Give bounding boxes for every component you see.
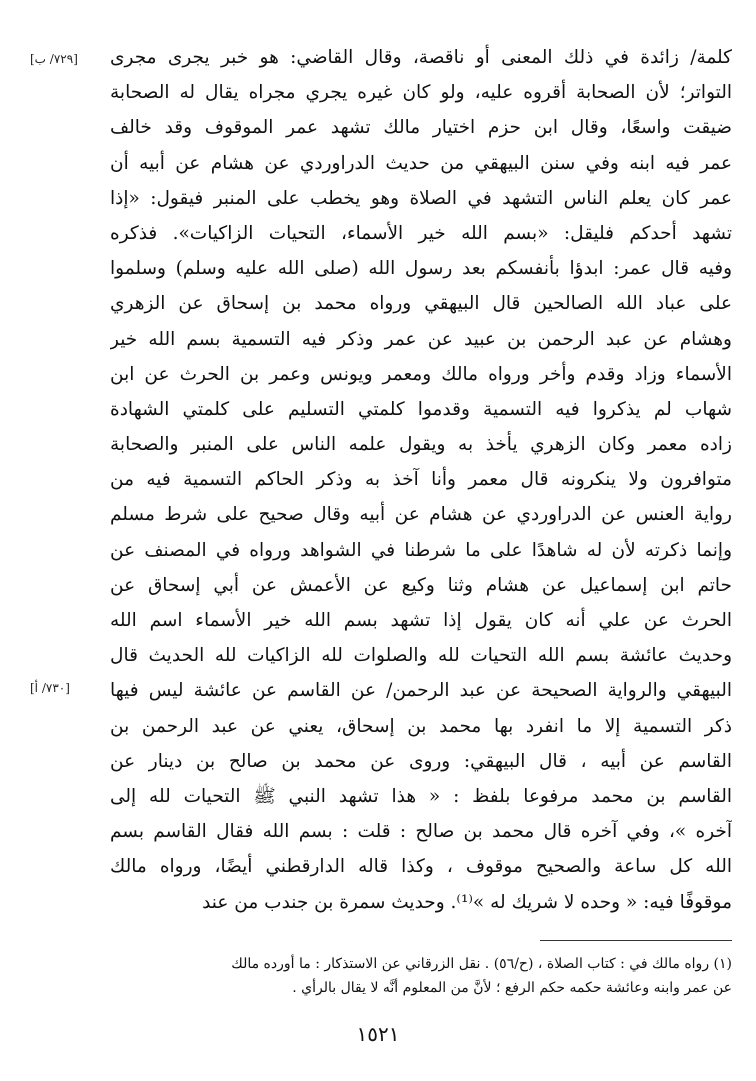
text-line: التواتر؛ لأن الصحابة أقروه عليه، ولو كان غيره يجري مجراه يقال له الصحابة <box>110 82 732 104</box>
main-text <box>110 40 732 920</box>
text-line: وفيه قال عمر: ابدؤا بأنفسكم بعد رسول الله (صلى الله عليه وسلم) وسلموا <box>110 258 732 280</box>
text-line: الأسماء وزاد وقدم وأخر ورواه مالك ومعمر ويونس وعمر بن الحرث عن ابن <box>110 363 732 385</box>
text-line: وإنما ذكرته لأن له شاهدًا على ما شرطنا في الشواهد ورواه في المصنف عن <box>110 539 732 561</box>
footnotes <box>110 952 732 1000</box>
footnote-separator <box>540 940 732 941</box>
text-line: عمر فيه ابنه وفي سنن البيهقي من حديث الدراوردي عن هشام عن أبيه أن <box>110 152 732 174</box>
footnote-line: عن عمر وابنه وعائشة حكمه حكم الرفع ؛ لأنَّ من المعلوم أنَّه لا يقال بالرأي . <box>292 980 732 996</box>
text-line: آخره »، وفي آخره قال محمد بن صالح : قلت : بسم الله فقال القاسم بسم <box>110 821 732 843</box>
text-line: موقوفًا فيه: « وحده لا شريك له »⁽¹⁾. وحديث سمرة بن جندب من عند <box>202 891 732 913</box>
text-line: البيهقي والرواية الصحيحة عن عبد الرحمن/ عن القاسم عن عائشة ليس فيها <box>110 680 732 702</box>
text-line: زاده معمر وكان الزهري يأخذ به ويقول علمه الناس على المنبر والصحابة <box>110 434 732 456</box>
folio-marker-730a: [٧٣٠/ أ] <box>30 681 70 695</box>
footnote-line: (١) رواه مالك في : كتاب الصلاة ، (ح/٥٦) . نقل الزرقاني عن الاستذكار : ما أورده مالك <box>231 956 732 972</box>
folio-marker-729b: [٧٢٩/ ب] <box>30 52 78 66</box>
text-line: حاتم ابن إسماعيل عن هشام وثنا وكيع عن الأعمش عن أبي إسحاق عن <box>110 574 732 596</box>
margin-notes <box>0 0 110 1081</box>
text-line: القاسم عن أبيه ، قال البيهقي: وروى عن محمد بن صالح بن دينار عن <box>110 750 732 772</box>
text-line: ذكر التسمية إلا ما انفرد بها محمد بن إسحاق، يعني عن عبد الرحمن بن <box>110 715 732 737</box>
text-line: وحديث عائشة بسم الله التحيات لله والصلوات لله الزاكيات لله الحديث قال <box>110 645 732 667</box>
text-line: عمر كان يعلم الناس التشهد في الصلاة وهو يخطب على المنبر فيقول: «إذا <box>110 187 732 209</box>
text-line: الله كل ساعة والصحيح موقوف ، وكذا قاله الدارقطني أيضًا، ورواه مالك <box>110 856 732 878</box>
text-line: شهاب لم يذكروا فيه التسمية وقدموا كلمتي التسليم على كلمتي الشهادة <box>110 398 732 420</box>
text-line: على عباد الله الصالحين قال البيهقي ورواه محمد بن إسحاق عن الزهري <box>110 293 732 315</box>
text-line: ضيقت واسعًا، وقال ابن حزم اختيار مالك تشهد عمر الموقوف وقد خالف <box>110 117 732 139</box>
page-number: ١٥٢١ <box>356 1022 400 1046</box>
text-line: وهشام عن عبد الرحمن بن عبيد عن عمر وذكر فيه التسمية بسم الله خير <box>110 328 732 350</box>
text-line: كلمة/ زائدة في ذلك المعنى أو ناقصة، وقال القاضي: هو خبر يجرى مجرى <box>110 47 732 68</box>
text-line: رواية العنس عن الدراوردي عن هشام عن أبيه وقال صحيح على شرط مسلم <box>110 504 732 526</box>
text-line: القاسم بن محمد مرفوعا بلفظ : « هذا تشهد النبي ﷺ التحيات لله إلى <box>110 785 732 807</box>
text-line: تشهد أحدكم فليقل: «بسم الله خير الأسماء، التحيات الزاكيات». فذكره <box>110 222 732 244</box>
text-line: الحرث عن علي أنه كان يقول إذا تشهد بسم الله خير الأسماء اسم الله <box>110 610 732 631</box>
text-line: متوافرون ولا ينكرونه قال معمر وأنا آخذ به وذكر الحاكم التسمية فيه من <box>110 469 732 491</box>
